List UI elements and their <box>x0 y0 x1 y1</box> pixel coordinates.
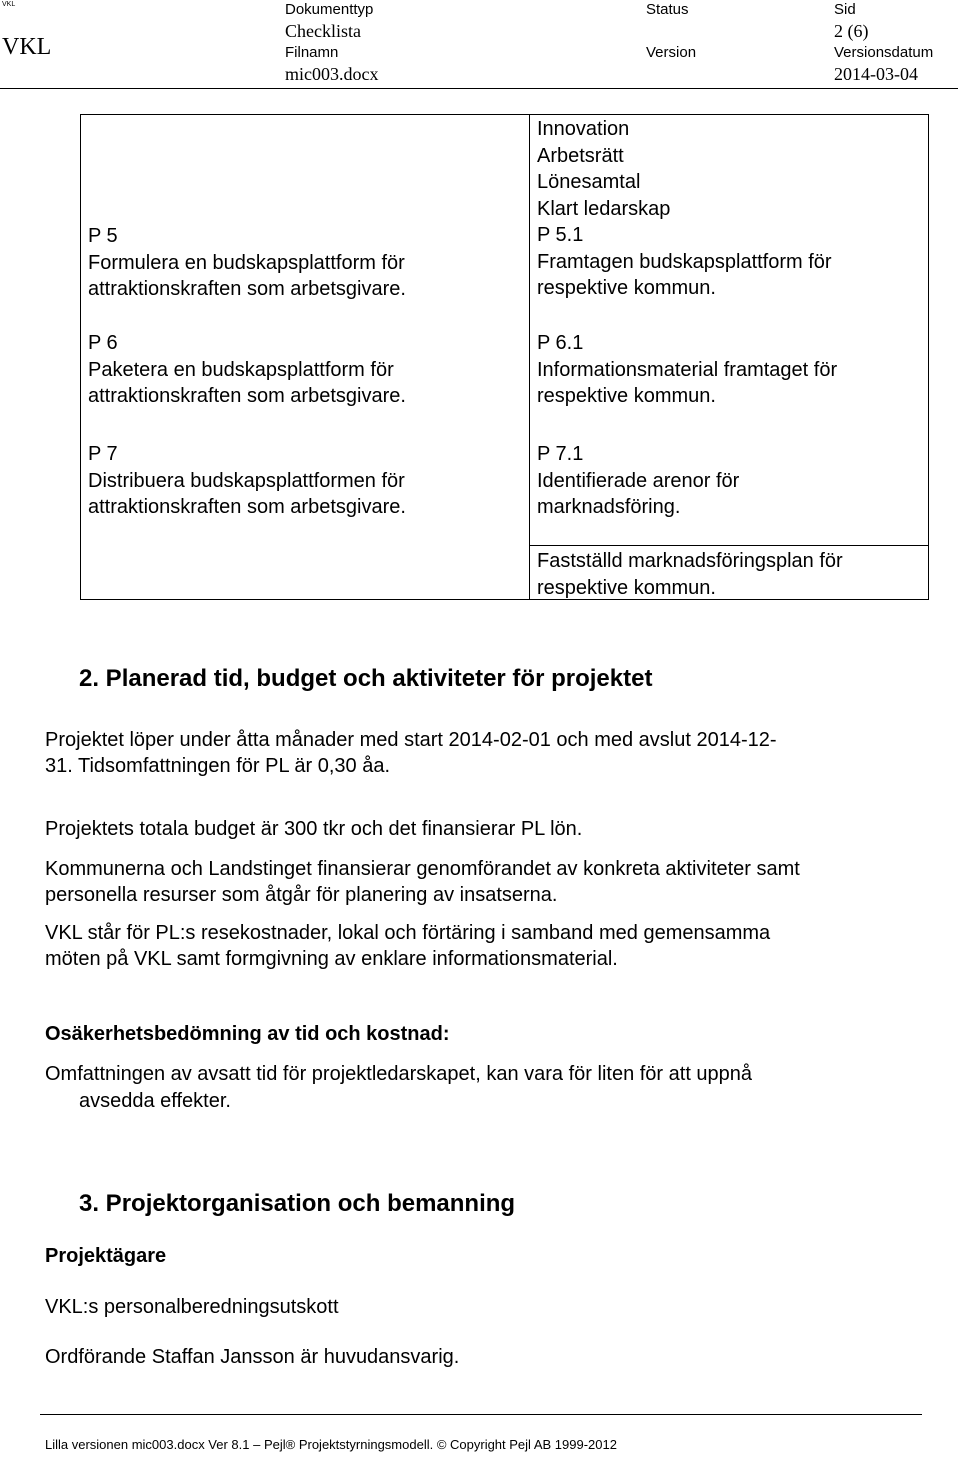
owner-heading: Projektägare <box>45 1245 167 1267</box>
table-line: Paketera en budskapsplattform för <box>88 358 394 381</box>
table-line: respektive kommun. <box>537 277 716 299</box>
table-line: Innovation <box>537 118 630 140</box>
doctype-value: Checklista <box>285 21 361 41</box>
section-2-heading: 2. Planerad tid, budget och aktiviteter för projektet <box>79 665 653 692</box>
table-column-divider <box>529 114 530 600</box>
page-label: Sid <box>834 1 856 18</box>
paragraph-line: Kommunerna och Landstinget finansierar genomförandet av konkreta aktiviteter samt <box>45 858 800 880</box>
table-line: P 5 <box>88 225 118 247</box>
table-line: Informationsmaterial framtaget för <box>537 358 838 381</box>
paragraph-line: 31. Tidsomfattningen för PL är 0,30 åa. <box>45 755 391 777</box>
table-cell-p7-1 <box>537 441 739 521</box>
table-line: P 7.1 <box>537 443 584 465</box>
table-line: Lönesamtal <box>537 171 641 193</box>
table-line: P 7 <box>88 443 118 465</box>
table-row-divider <box>529 545 929 546</box>
header-logo: VKL <box>2 34 52 60</box>
table-cell-p6 <box>88 330 406 410</box>
table-cell-p5-1 <box>537 116 832 302</box>
table-line: attraktionskraften som arbetsgivare. <box>88 385 406 407</box>
table-line: P 6 <box>88 332 118 354</box>
table-line: P 6.1 <box>537 332 584 354</box>
chair-text: Ordförande Staffan Jansson är huvudansvarig. <box>45 1346 460 1368</box>
page-number: 2 (6) <box>834 21 869 41</box>
table-cell-p7 <box>88 441 406 521</box>
version-label: Version <box>646 44 697 61</box>
paragraph-line: avsedda effekter. <box>79 1090 231 1112</box>
footer-text: Lilla versionen mic003.docx Ver 8.1 – Pejl® Projektstyrningsmodell. © Copyright Pejl AB 1999-2012 <box>45 1437 617 1452</box>
paragraph-line: personella resurser som åtgår för planering av insatserna. <box>45 884 558 906</box>
table-line: attraktionskraften som arbetsgivare. <box>88 496 406 518</box>
goals-table <box>80 114 929 600</box>
table-line: Klart ledarskap <box>537 197 671 220</box>
header-divider <box>0 88 958 89</box>
paragraph-line: Omfattningen av avsatt tid för projektledarskapet, kan vara för liten för att uppnå <box>45 1063 753 1085</box>
table-line: Formulera en budskapsplattform för <box>88 251 405 274</box>
table-line: attraktionskraften som arbetsgivare. <box>88 278 406 300</box>
header-logo-small: VKL <box>2 1 16 8</box>
footer-divider <box>40 1414 922 1415</box>
table-line: marknadsföring. <box>537 496 681 518</box>
table-cell-marketing-plan <box>537 548 843 601</box>
table-line: Identifierade arenor för <box>537 469 740 492</box>
table-cell-p5 <box>88 223 406 303</box>
paragraph-line: möten på VKL samt formgivning av enklare informationsmaterial. <box>45 948 618 970</box>
table-line: Distribuera budskapsplattformen för <box>88 469 405 492</box>
table-line: Fastställd marknadsföringsplan för <box>537 550 843 572</box>
paragraph-line: Projektet löper under åtta månader med start 2014-02-01 och med avslut 2014-12- <box>45 729 777 751</box>
filename-label: Filnamn <box>285 44 339 61</box>
paragraph-line: Projektets totala budget är 300 tkr och det finansierar PL lön. <box>45 818 583 840</box>
table-line: respektive kommun. <box>537 576 716 599</box>
versiondate-label: Versionsdatum <box>834 44 934 61</box>
table-line: Arbetsrätt <box>537 144 624 167</box>
paragraph-line: VKL står för PL:s resekostnader, lokal och förtäring i samband med gemensamma <box>45 922 771 944</box>
doctype-label: Dokumenttyp <box>285 1 374 18</box>
table-cell-p6-1 <box>537 330 837 410</box>
uncertainty-heading: Osäkerhetsbedömning av tid och kostnad: <box>45 1023 450 1045</box>
table-line: Framtagen budskapsplattform för <box>537 250 832 273</box>
table-line: P 5.1 <box>537 224 584 246</box>
status-label: Status <box>646 1 689 18</box>
owner-text: VKL:s personalberedningsutskott <box>45 1296 339 1318</box>
section-3-heading: 3. Projektorganisation och bemanning <box>79 1190 516 1217</box>
table-line: respektive kommun. <box>537 385 716 407</box>
versiondate-value: 2014-03-04 <box>834 64 918 84</box>
filename-value: mic003.docx <box>285 64 379 84</box>
